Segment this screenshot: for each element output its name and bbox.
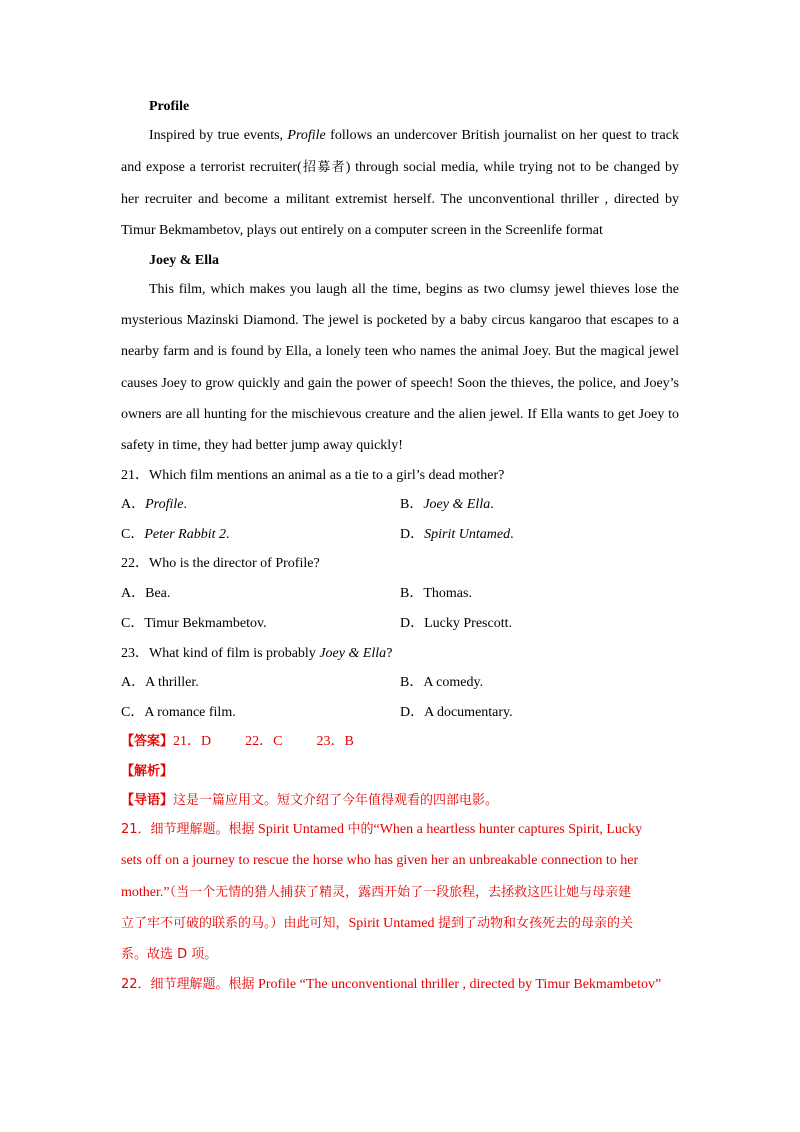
q23-option-a: A．A thriller.: [121, 675, 199, 690]
question-22-stem: 22．Who is the director of Profile?: [121, 556, 320, 571]
q21-option-a: A．Profile.: [121, 497, 187, 512]
joey-paragraph-line: causes Joey to grow quickly and gain the power of speech! Soon the thieves, the police, and Joey’s: [121, 376, 679, 391]
joey-ella-title: Joey & Ella: [149, 253, 219, 268]
joey-paragraph-line: nearby farm and is found by Ella, a lonely teen who names the animal Joey. But the magical jewel: [121, 344, 679, 359]
explanation-21-line: sets off on a journey to rescue the horse who has given her an unbreakable connection to her: [121, 853, 639, 868]
explanation-21-line: mother.”（当一个无情的猎人捕获了精灵，露西开始了一段旅程，去拯救这匹让她与母亲建: [121, 885, 632, 900]
q21-option-d: D．Spirit Untamed.: [400, 527, 514, 542]
explanation-21-line: 系。故选 D 项。: [121, 947, 218, 962]
q23-option-c: C．A romance film.: [121, 705, 236, 720]
question-21-stem: 21．Which film mentions an animal as a tie to a girl’s dead mother?: [121, 468, 505, 483]
q22-option-a: A．Bea.: [121, 586, 171, 601]
question-23-stem: 23．What kind of film is probably Joey & Ella?: [121, 646, 393, 661]
profile-paragraph-line: Inspired by true events, Profile follows an undercover British journalist on her quest to track: [149, 128, 679, 143]
q21-option-c: C．Peter Rabbit 2.: [121, 527, 230, 542]
q22-option-c: C．Timur Bekmambetov.: [121, 616, 267, 631]
joey-paragraph-line: owners are all hunting for the mischievous creature and the alien jewel. If Ella wants to get Joey to: [121, 407, 679, 422]
q21-option-b: B．Joey & Ella.: [400, 497, 494, 512]
profile-title: Profile: [149, 99, 190, 114]
q22-option-b: B．Thomas.: [400, 586, 472, 601]
q22-option-d: D．Lucky Prescott.: [400, 616, 512, 631]
analysis-label: 【解析】: [121, 764, 174, 779]
guide-line: 【导语】这是一篇应用文。短文介绍了今年值得观看的四部电影。: [121, 793, 499, 808]
profile-paragraph-line: her recruiter and become a militant extremist herself. The unconventional thriller , directed by: [121, 192, 679, 207]
joey-paragraph-line: This film, which makes you laugh all the time, begins as two clumsy jewel thieves lose the: [149, 282, 679, 297]
joey-paragraph-line: mysterious Mazinski Diamond. The jewel is pocketed by a baby circus kangaroo that escapes to a: [121, 313, 679, 328]
profile-paragraph-line: Timur Bekmambetov, plays out entirely on a computer screen in the Screenlife format: [121, 223, 603, 238]
explanation-21-line: 立了牢不可破的联系的马。）由此可知，Spirit Untamed 提到了动物和女孩死去的母亲的关: [121, 916, 633, 931]
answer-line: 【答案】21．D 22．C 23．B: [121, 734, 354, 749]
explanation-22-line: 22．细节理解题。根据 Profile “The unconventional thriller , directed by Timur Bekmambetov”: [121, 977, 662, 992]
q23-option-b: B．A comedy.: [400, 675, 484, 690]
explanation-21-line: 21．细节理解题。根据 Spirit Untamed 中的“When a heartless hunter captures Spirit, Lucky: [121, 822, 643, 837]
profile-paragraph-line: and expose a terrorist recruiter(招募者) through social media, while trying not to be changed by: [121, 160, 679, 175]
q23-option-d: D．A documentary.: [400, 705, 513, 720]
joey-paragraph-line: safety in time, they had better jump away quickly!: [121, 438, 403, 453]
